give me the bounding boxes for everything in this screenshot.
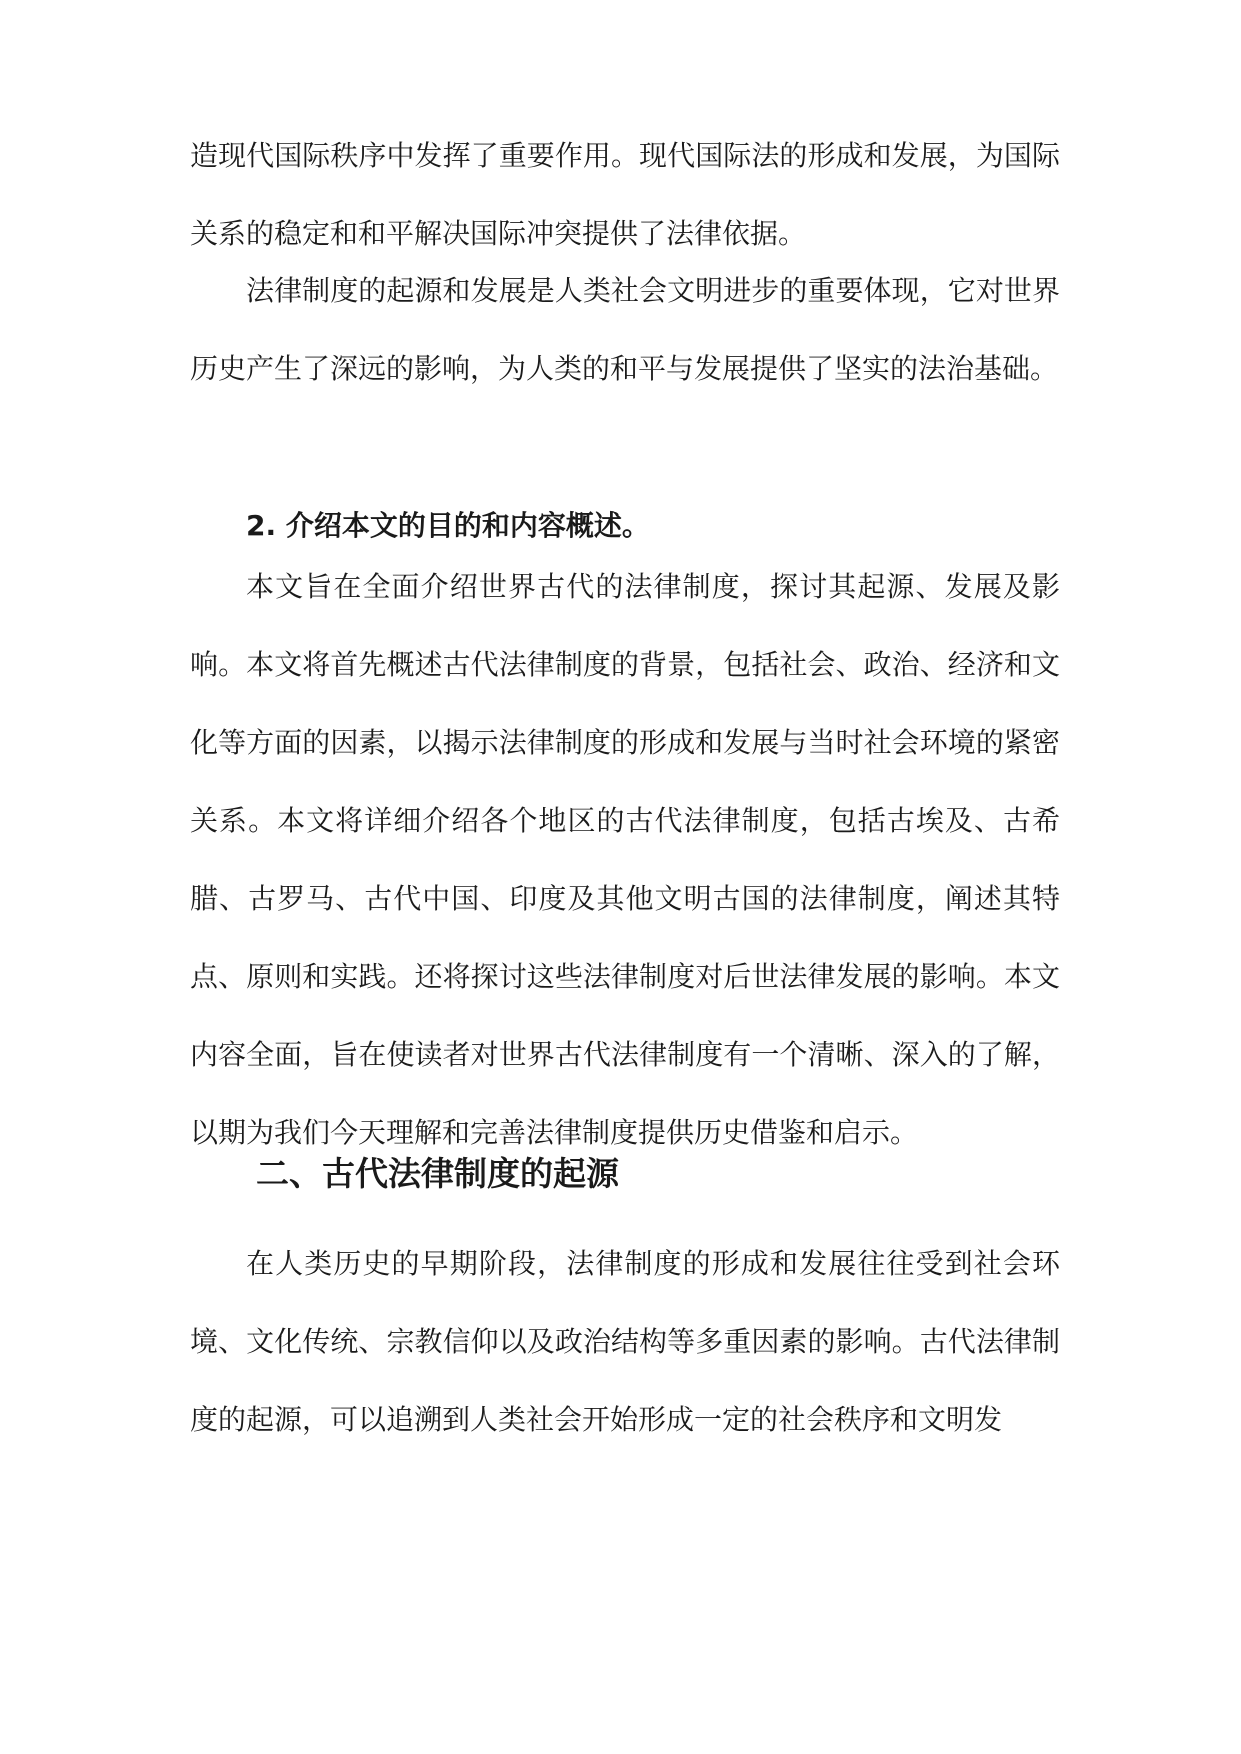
paragraph-legal-origin-significance: 法律制度的起源和发展是人类社会文明进步的重要体现，它对世界历史产生了深远的影响，为人类的和平与发展提供了坚实的法治基础。 [190, 274, 1060, 385]
section-heading-purpose: 2. 介绍本文的目的和内容概述。 [246, 509, 650, 542]
paragraph-early-history: 在人类历史的早期阶段，法律制度的形成和发展往往受到社会环境、文化传统、宗教信仰以及政治结构等多重因素的影响。古代法律制度的起源，可以追溯到人类社会开始形成一定的社会秩序和文明发 [190, 1247, 1060, 1436]
paragraph-international-law: 造现代国际秩序中发挥了重要作用。现代国际法的形成和发展，为国际关系的稳定和和平解决国际冲突提供了法律依据。 [190, 139, 1060, 250]
paragraph-purpose-overview: 本文旨在全面介绍世界古代的法律制度，探讨其起源、发展及影响。本文将首先概述古代法律制度的背景，包括社会、政治、经济和文化等方面的因素，以揭示法律制度的形成和发展与当时社会环境的紧密关系。本文将详细介绍各个地区的古代法律制度，包括古埃及、古希腊、古罗马、古代中国、印度及其他文明古国的法律制度，阐述其特点、原则和实践。还将探讨这些法律制度对后世法律发展的影响。本文内容全面，旨在使读者对世界古代法律制度有一个清晰、深入的了解，以期为我们今天理解和完善法律制度提供历史借鉴和启示。 [190, 570, 1060, 1149]
chapter-heading-origin: 二、古代法律制度的起源 [256, 1154, 619, 1193]
